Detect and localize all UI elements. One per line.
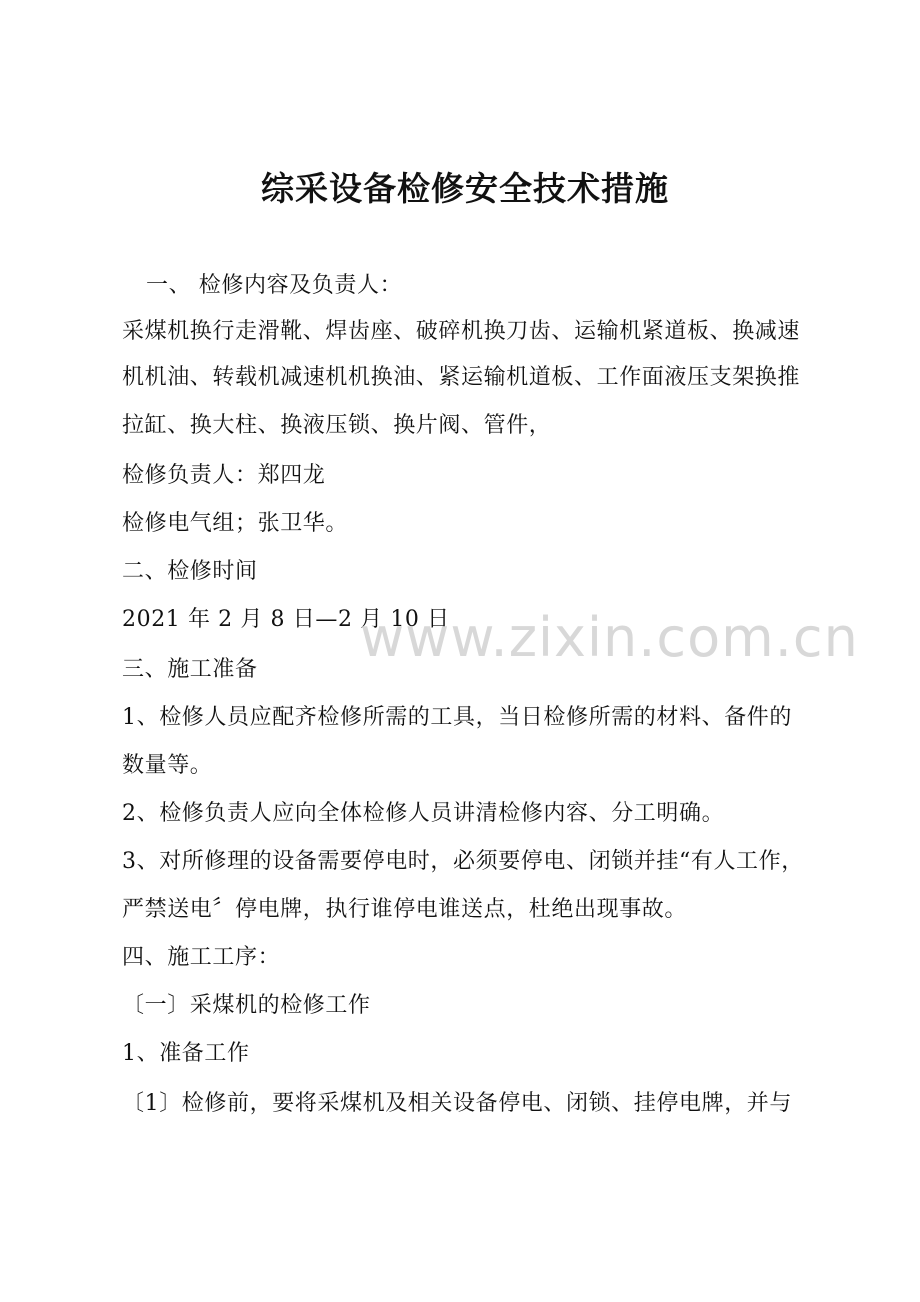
section-heading-2: 二、检修时间 [122, 559, 258, 584]
paragraph-line: 机机油、转载机减速机机换油、紧运输机道板、工作面液压支架换推 [122, 365, 801, 390]
paragraph-line: 2021 年 2 月 8 日—2 月 10 日 [122, 607, 450, 632]
paragraph-line: 〔1〕检修前，要将采煤机及相关设备停电、闭锁、挂停电牌，并与 [122, 1091, 792, 1116]
paragraph-line: 3、对所修理的设备需要停电时，必须要停电、闭锁并挂“有人工作， [122, 849, 804, 874]
paragraph-line: 检修负责人：郑四龙 [122, 463, 326, 488]
paragraph-line: 检修电气组；张卫华。 [122, 511, 349, 536]
paragraph-line: 〔一〕采煤机的检修工作 [122, 993, 371, 1018]
paragraph-line: 采煤机换行走滑靴、焊齿座、破碎机换刀齿、运输机紧道板、换减速 [122, 319, 801, 344]
watermark-text: www.zixin.com.cn [360, 606, 859, 669]
section-heading-4: 四、施工工序： [122, 945, 281, 970]
paragraph-line: 1、准备工作 [122, 1041, 250, 1066]
paragraph-line: 拉缸、换大柱、换液压锁、换片阀、管件， [122, 413, 552, 438]
paragraph-line: 2、检修负责人应向全体检修人员讲清检修内容、分工明确。 [122, 801, 725, 826]
paragraph-line: 严禁送电〞停电牌，执行谁停电谁送点，杜绝出现事故。 [122, 897, 688, 922]
section-heading-3: 三、施工准备 [122, 657, 258, 682]
section-heading-1: 一、 检修内容及负责人： [146, 273, 403, 298]
paragraph-line: 数量等。 [122, 753, 213, 778]
paragraph-line: 1、检修人员应配齐检修所需的工具，当日检修所需的材料、备件的 [122, 705, 792, 730]
document-title: 综采设备检修安全技术措施 [261, 169, 669, 208]
